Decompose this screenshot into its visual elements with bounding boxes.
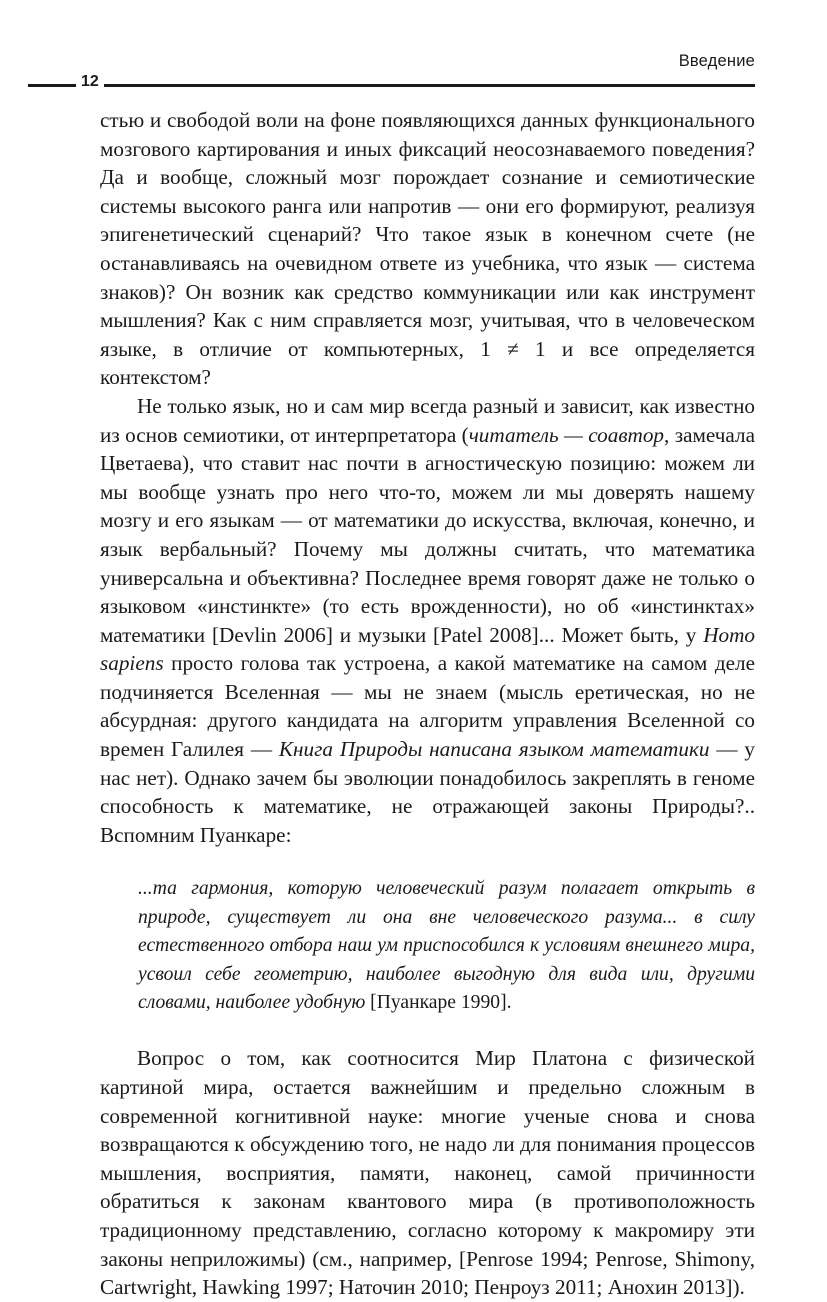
- quotation-citation: [Пуанкаре 1990].: [370, 992, 512, 1014]
- italic-kniga-prirody: Книга Природы написана языком математики: [278, 737, 710, 762]
- page-number: 12: [78, 72, 102, 93]
- paragraph-2-part-4: — у нас нет). Однако зачем бы эволюции понадобилось закреплять в геноме способность к математике, не отражающей законы Природы?.. Вспомним Пуанкаре:: [100, 737, 756, 847]
- paragraph-2-part-1: Не только язык, но и сам мир всегда разный и зависит, как известно из основ семиотики, от интерпретатора (: [100, 393, 755, 447]
- italic-chitatel-soavtor: читатель — соавтор: [468, 422, 665, 447]
- header-rule-left: [28, 84, 76, 87]
- spacer-after-quote: [100, 1017, 755, 1044]
- italic-homo-sapiens: Homo sapiens: [100, 622, 755, 676]
- paragraph-plato-world: Вопрос о том, как соотносится Мир Платона с физической картиной мира, остается важнейшим и предельно сложным в современной когнитивной науке: многие ученые снова и снова возвращаются к обсуждению того, не надо ли для понимания процессов мышления, восприятия, памяти, наконец, самой причинности обратиться к законам квантового мира (в противоположность традиционному представлению, согласно которому к макромиру эти законы неприложимы) (см., например, [Penrose 1994; Penrose, Shimony, Cartwright, Hawking 1997; Наточин 2010; Пенроуз 2011; Анохин 2013]).: [100, 1046, 755, 1300]
- header-rule-right: [104, 84, 755, 87]
- paragraph-2-part-2: , замечала Цветаева), что ставит нас почти в агностическую позицию: можем ли мы вообще узнать про него что-то, можем ли мы доверять нашему мозгу и его языкам — от математики до искусства, включая, конечно, и язык вербальный? Почему мы должны считать, что математика универсальна и объективна? Последнее время говорят даже не только о языковом «инстинкте» (то есть врожденности), но об «инстинктах» математики [Devlin 2006] и музыки [Patel 2008]... Может быть, у: [100, 422, 755, 647]
- spacer-before-quote: [100, 849, 755, 875]
- paragraph-2-part-3: просто голова так устроена, а какой математике на самом деле подчиняется Вселенная — мы не знаем (мысль еретическая, но не абсурдная: другого кандидата на алгоритм управления Вселенной со времен Галилея —: [100, 651, 755, 762]
- paragraph-continuation: стью и свободой воли на фоне появляющихся данных функционального мозгового картирования и иных фиксаций неосознаваемого поведения? Да и вообще, сложный мозг порождает сознание и семиотические системы высокого ранга или напротив — они его формируют, реализуя эпигенетический сценарий? Что такое язык в конечном счете (не останавливаясь на очевидном ответе из учебника, что язык — система знаков)? Он возник как средство коммуникации или как инструмент мышления? Как с ним справляется мозг, учитывая, что в человеческом языке, в отличие от компьютерных, 1 ≠ 1 и все определяется контекстом?: [100, 108, 755, 390]
- text-column: [100, 106, 755, 1302]
- running-head-title: Введение: [678, 52, 755, 70]
- quotation-text: ...та гармония, которую человеческий разум полагает открыть в природе, существует ли она вне человеческого разума... в силу естественного отбора наш ум приспособился к условиям внешнего мира, усвоил себе геометрию, наиболее выгодную для вида или, другими словами, наиболее удобную: [138, 878, 755, 1014]
- paragraph-semiotics: [100, 392, 755, 850]
- block-quotation-poincare: [138, 875, 755, 1017]
- running-head: [0, 52, 827, 92]
